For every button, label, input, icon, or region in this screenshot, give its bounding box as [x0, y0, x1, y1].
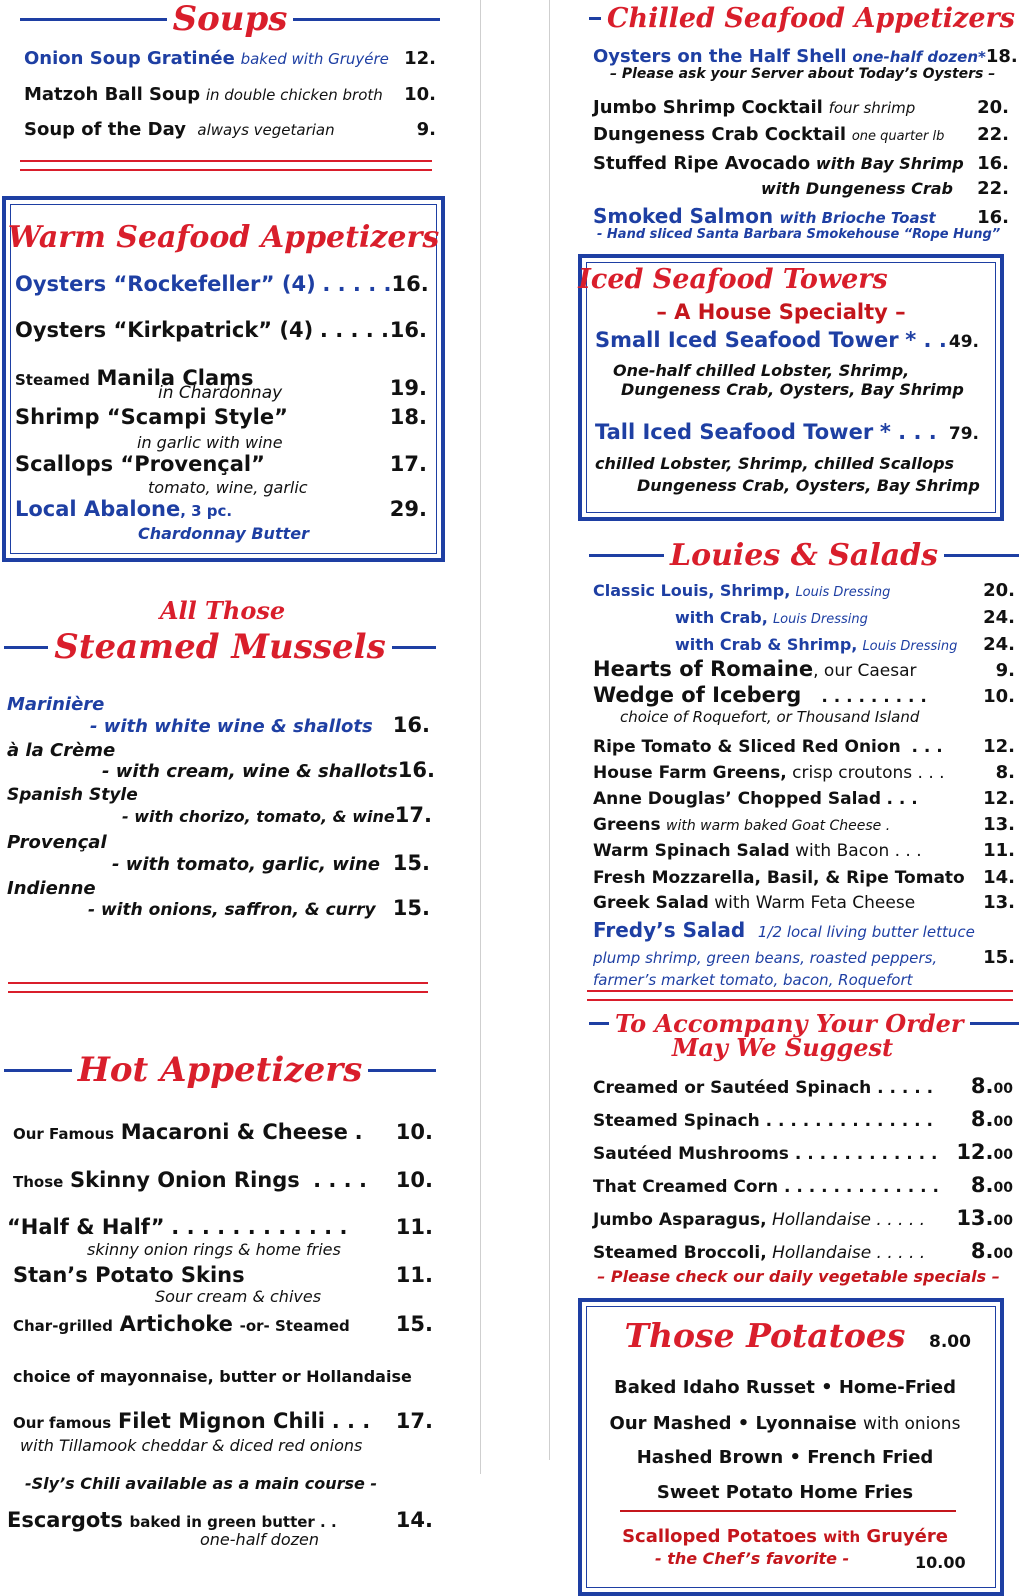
chilled-header: [589, 0, 1019, 36]
hot-appetizers-title: Hot Appetizers: [77, 1050, 363, 1090]
menu-item: with Crab, Louis Dressing 24.: [675, 607, 1015, 628]
item-note: choice of mayonnaise, butter or Hollandaise: [13, 1367, 412, 1386]
item-note: -Sly’s Chili available as a main course -: [25, 1474, 378, 1493]
menu-item: Greek Salad with Warm Feta Cheese 13.: [593, 892, 1015, 913]
mussels-header: [4, 625, 436, 669]
item-subtext: Dungeness Crab, Oysters, Bay Shrimp: [621, 380, 964, 399]
menu-item: That Creamed Corn . . . . . . . . . . . . . 8.00: [593, 1173, 1013, 1197]
menu-item: Shrimp “Scampi Style” 18.: [15, 405, 427, 429]
item-subtext: with Tillamook cheddar & diced red onions: [20, 1436, 363, 1455]
menu-item: Scallops “Provençal” 17.: [15, 452, 427, 476]
menu-item: Tall Iced Seafood Tower * . . . 79.: [595, 420, 979, 444]
menu-item: Steamed Manila Clams 19.: [15, 366, 427, 400]
item-subtext: One-half chilled Lobster, Shrimp,: [613, 361, 910, 380]
mussel-name: Provençal: [7, 832, 107, 853]
menu-item: Oysters “Rockefeller” (4) . . . . . 16.: [15, 272, 429, 296]
soups-header: [20, 0, 440, 38]
mussel-name: Indienne: [7, 878, 96, 899]
towers-title: Iced Seafood Towers: [578, 264, 888, 295]
menu-item: Dungeness Crab Cocktail one quarter lb 22.: [593, 124, 1009, 145]
mussel-name: Spanish Style: [7, 785, 138, 805]
divider: [20, 160, 432, 171]
potato-line: Baked Idaho Russet • Home-Fried: [614, 1377, 956, 1398]
menu-item: with Dungeness Crab 22.: [761, 178, 1009, 199]
menu-item: Steamed Broccoli, Hollandaise . . . . . 8.00: [593, 1239, 1013, 1263]
menu-item: “Half & Half” . . . . . . . . . . . . 11.: [7, 1215, 433, 1239]
menu-item: Char-grilled Artichoke -or- Steamed 15.: [13, 1312, 433, 1336]
scalloped-potatoes: Scalloped Potatoes with Gruyére: [622, 1526, 948, 1547]
divider: [587, 990, 1013, 1001]
menu-item: Warm Spinach Salad with Bacon . . . 11.: [593, 840, 1015, 861]
divider: [8, 982, 428, 993]
menu-item: Small Iced Seafood Tower * . . 49.: [595, 328, 979, 352]
item-subtext: Sour cream & chives: [155, 1287, 322, 1306]
item-subtext: Chardonnay Butter: [138, 524, 309, 543]
menu-item: Stuffed Ripe Avocado with Bay Shrimp 16.: [593, 153, 1009, 174]
column-divider: [480, 0, 481, 1474]
menu-item: Jumbo Asparagus, Hollandaise . . . . . 13.00: [593, 1206, 1013, 1230]
item-subtext: in garlic with wine: [137, 433, 283, 452]
menu-item: with Crab & Shrimp, Louis Dressing 24.: [675, 634, 1015, 655]
menu-item: Local Abalone, 3 pc. 29.: [15, 497, 427, 521]
menu-item: - with chorizo, tomato, & wine 17.: [122, 803, 432, 827]
potato-line: Our Mashed • Lyonnaise with onions: [609, 1413, 961, 1434]
mussels-title-top: All Those: [159, 596, 286, 625]
menu-item: Escargots baked in green butter . . 14.: [7, 1508, 433, 1532]
vegetable-specials-note: – Please check our daily vegetable specials –: [597, 1267, 1000, 1286]
menu-item: Sautéed Mushrooms . . . . . . . . . . . . 12.00: [593, 1140, 1013, 1164]
menu-item: - with cream, wine & shallots 16.: [102, 758, 435, 782]
item-subtext: chilled Lobster, Shrimp, chilled Scallops: [595, 454, 955, 473]
menu-item: Greens with warm baked Goat Cheese . 13.: [593, 814, 1015, 835]
item-subtext: skinny onion rings & home fries: [87, 1240, 341, 1259]
menu-item: Our famous Filet Mignon Chili . . . 17.: [13, 1409, 433, 1433]
item-note: – Please ask your Server about Today’s Oysters –: [610, 66, 996, 82]
menu-item: Our Famous Macaroni & Cheese . 10.: [13, 1120, 433, 1144]
chef-favorite: - the Chef’s favorite -: [655, 1549, 850, 1568]
menu-item: Fredy’s Salad 1/2 local living butter lettuce: [593, 918, 975, 942]
column-divider: [549, 0, 550, 1460]
menu-item: Fresh Mozzarella, Basil, & Ripe Tomato 14.: [593, 867, 1015, 888]
menu-item: Onion Soup Gratinée baked with Gruyére 12.: [24, 48, 436, 69]
towers-subtitle: – A House Specialty –: [656, 300, 906, 324]
soups-title: Soups: [172, 0, 288, 39]
warm-seafood-title: Warm Seafood Appetizers: [7, 220, 440, 255]
accompany-title: To Accompany Your Order: [615, 1008, 964, 1038]
potatoes-title: Those Potatoes: [624, 1316, 906, 1355]
potato-line: Hashed Brown • French Fried: [636, 1447, 934, 1468]
menu-item: - with tomato, garlic, wine 15.: [112, 851, 430, 875]
menu-item: Stan’s Potato Skins 11.: [13, 1263, 433, 1287]
menu-item: Hearts of Romaine, our Caesar 9.: [593, 657, 1015, 681]
menu-item: - with white wine & shallots 16.: [90, 713, 430, 737]
item-subtext: one-half dozen: [200, 1530, 319, 1549]
mussels-title: Steamed Mussels: [54, 627, 386, 667]
menu-item: Oysters “Kirkpatrick” (4) . . . . . 16.: [15, 318, 427, 342]
menu-item: Wedge of Iceberg . . . . . . . . . 10.: [593, 683, 1015, 707]
mussel-name: à la Crème: [7, 740, 116, 761]
menu-item: plump shrimp, green beans, roasted peppers, 15.: [593, 947, 1015, 968]
item-subtext: tomato, wine, garlic: [148, 478, 308, 497]
menu-item: House Farm Greens, crisp croutons . . . 8.: [593, 762, 1015, 783]
salads-header: [589, 534, 1019, 576]
menu-item: Steamed Spinach . . . . . . . . . . . . . . 8.00: [593, 1107, 1013, 1131]
potatoes-price: 8.00: [929, 1332, 971, 1352]
mussel-name: Marinière: [7, 694, 105, 715]
hot-appetizers-header: [4, 1048, 436, 1092]
accompany-subtitle: May We Suggest: [671, 1033, 894, 1062]
menu-item: Matzoh Ball Soup in double chicken broth 10.: [24, 84, 436, 105]
menu-item: Those Skinny Onion Rings . . . . 10.: [13, 1168, 433, 1192]
scalloped-price: 10.00: [915, 1553, 966, 1572]
menu-item: Classic Louis, Shrimp, Louis Dressing 20.: [593, 580, 1015, 601]
item-subtext: Dungeness Crab, Oysters, Bay Shrimp: [637, 476, 980, 495]
item-note: - Hand sliced Santa Barbara Smokehouse “Rope Hung”: [597, 227, 1001, 242]
menu-item: Oysters on the Half Shell one-half dozen* 18.: [593, 46, 1018, 67]
menu-item: - with onions, saffron, & curry 15.: [88, 896, 430, 920]
menu-item: Creamed or Sautéed Spinach . . . . . 8.00: [593, 1074, 1013, 1098]
item-subtext: choice of Roquefort, or Thousand Island: [620, 708, 920, 726]
chilled-title: Chilled Seafood Appetizers: [607, 2, 1015, 34]
potato-line: Sweet Potato Home Fries: [656, 1482, 914, 1503]
item-subtext: in Chardonnay: [158, 383, 283, 403]
salads-title: Louies & Salads: [669, 537, 939, 573]
menu-item: Ripe Tomato & Sliced Red Onion . . . 12.: [593, 736, 1015, 757]
item-subtext: farmer’s market tomato, bacon, Roquefort: [593, 971, 913, 989]
menu-item: Jumbo Shrimp Cocktail four shrimp 20.: [593, 97, 1009, 118]
divider: [620, 1510, 956, 1512]
menu-item: Anne Douglas’ Chopped Salad . . . 12.: [593, 788, 1015, 809]
menu-item: Soup of the Day always vegetarian 9.: [24, 119, 436, 140]
menu-item: Smoked Salmon with Brioche Toast 16.: [593, 204, 1009, 228]
